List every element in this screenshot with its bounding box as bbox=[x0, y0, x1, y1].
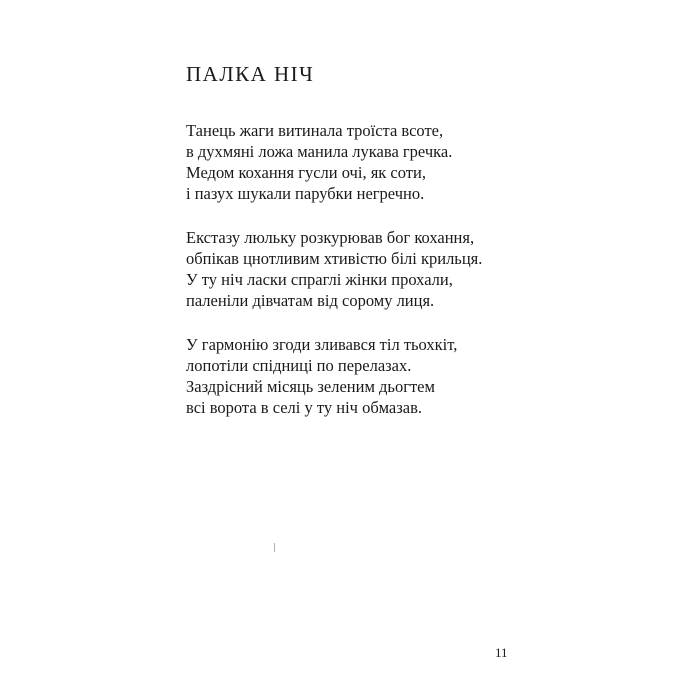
poem-line: лопотіли спідниці по перелазах. bbox=[186, 356, 412, 375]
poem-body bbox=[186, 120, 626, 441]
poem-line: всі ворота в селі у ту ніч обмазав. bbox=[186, 398, 422, 417]
print-mark bbox=[274, 543, 275, 552]
poem-line: Танець жаги витинала троїста всоте, bbox=[186, 121, 444, 140]
stanza-3 bbox=[186, 334, 626, 418]
poem-line: У гармонію згоди зливався тіл тьохкіт, bbox=[186, 335, 458, 354]
page-number: 11 bbox=[495, 645, 508, 660]
poem-line: в духмяні ложа манила лукава гречка. bbox=[186, 142, 453, 161]
poem-line: Екстазу люльку розкурював бог кохання, bbox=[186, 228, 475, 247]
poem-line: У ту ніч ласки спраглі жінки прохали, bbox=[186, 270, 453, 289]
poem-line: обпікав цнотливим хтивістю білі крильця. bbox=[186, 249, 483, 268]
poem-line: Медом кохання гусли очі, як соти, bbox=[186, 163, 426, 182]
poem-line: Заздрісний місяць зеленим дьогтем bbox=[186, 377, 435, 396]
poem-title: ПАЛКА НІЧ bbox=[186, 62, 315, 86]
poem-line: паленіли дівчатам від сорому лиця. bbox=[186, 291, 435, 310]
poem-line: і пазух шукали парубки негречно. bbox=[186, 184, 425, 203]
stanza-2 bbox=[186, 227, 626, 311]
stanza-1 bbox=[186, 120, 626, 204]
